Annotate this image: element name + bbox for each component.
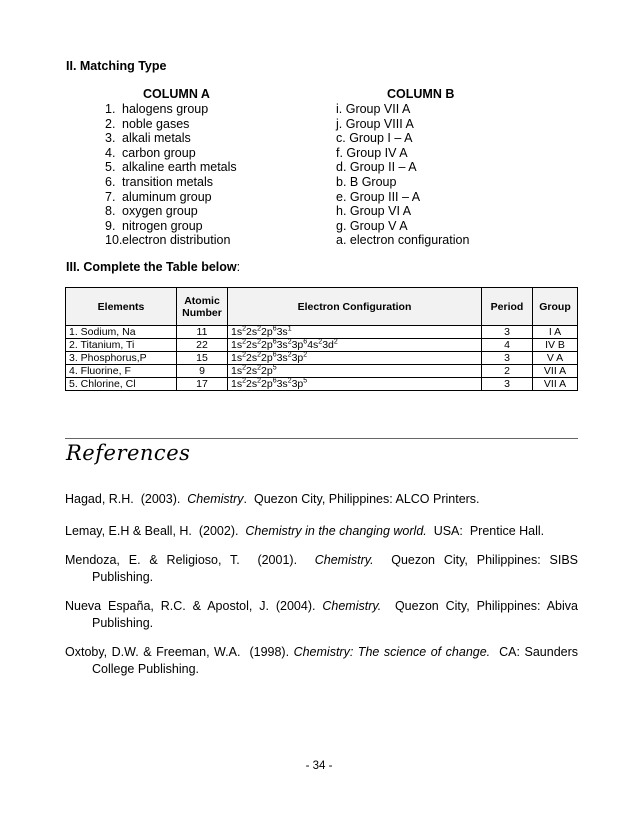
electron-count: 2 xyxy=(287,351,292,359)
electron-count: 5 xyxy=(272,364,277,372)
column-a-text: oxygen group xyxy=(122,204,198,219)
cell-group: IV B xyxy=(533,339,578,352)
reference-authors: Hagad, R.H. (2003). xyxy=(65,492,188,506)
reference-publisher: CA: Saunders xyxy=(490,645,579,659)
electron-count: 2 xyxy=(257,351,261,359)
column-a-text: noble gases xyxy=(122,116,190,131)
column-b-item: d. Group II – A xyxy=(336,160,417,175)
reference-continuation: Publishing. xyxy=(92,616,154,630)
table-row xyxy=(66,352,578,365)
orbital: 1s xyxy=(231,352,243,364)
reference-authors: Nueva España, R.C. & Apostol, J. (2004). xyxy=(65,599,323,613)
electron-count: 2 xyxy=(242,351,246,359)
item-number: 5. xyxy=(105,160,116,175)
orbital: 2p xyxy=(261,326,273,338)
table-row xyxy=(66,339,578,352)
reference-line xyxy=(65,598,578,615)
reference-publisher: . Quezon City, Philippines: ALCO Printers. xyxy=(243,492,480,506)
item-number: 4. xyxy=(105,145,116,160)
item-number: 9. xyxy=(105,218,116,233)
electron-count: 2 xyxy=(257,377,261,385)
item-number: 7. xyxy=(105,189,116,204)
reference-line xyxy=(65,644,578,661)
column-a-title: COLUMN A xyxy=(143,87,210,101)
cell-atomic-number: 15 xyxy=(177,352,228,365)
column-b-item: a. electron configuration xyxy=(336,233,470,248)
header-period: Period xyxy=(482,288,533,326)
orbital: 3p xyxy=(291,352,304,364)
cell-element: 5. Chlorine, Cl xyxy=(66,378,177,391)
column-b-item: e. Group III – A xyxy=(336,189,421,204)
electron-count: 2 xyxy=(242,325,246,333)
cell-electron-configuration xyxy=(228,352,482,365)
column-a-item xyxy=(105,146,237,161)
references-heading: References xyxy=(66,441,191,465)
orbital: 3s xyxy=(276,378,288,390)
orbital: 4s xyxy=(307,339,319,351)
reference-title: Chemistry in the changing world. xyxy=(245,524,427,538)
electron-count: 2 xyxy=(318,338,323,346)
reference-title: Chemistry: The science of change. xyxy=(293,645,491,659)
reference-entry xyxy=(65,491,578,508)
orbital: 2s xyxy=(246,339,258,351)
table-heading-text: III. Complete the Table below xyxy=(66,260,237,274)
electron-count: 2 xyxy=(242,377,246,385)
column-a-item xyxy=(105,160,237,175)
electron-count: 6 xyxy=(272,377,277,385)
reference-entry xyxy=(65,644,578,678)
column-b-item: j. Group VIII A xyxy=(336,116,414,131)
orbital: 3s xyxy=(276,326,288,338)
cell-electron-configuration xyxy=(228,378,482,391)
electron-count: 2 xyxy=(333,338,338,346)
reference-authors: Oxtoby, D.W. & Freeman, W.A. (1998). xyxy=(65,645,294,659)
orbital: 3p xyxy=(291,339,304,351)
cell-atomic-number: 9 xyxy=(177,365,228,378)
electron-count: 2 xyxy=(257,338,261,346)
column-a-text: carbon group xyxy=(122,145,196,160)
column-b-item: h. Group VI A xyxy=(336,204,412,219)
orbital: 2p xyxy=(261,339,273,351)
electron-count: 2 xyxy=(257,364,261,372)
column-b-item: c. Group I – A xyxy=(336,131,413,146)
column-a-item xyxy=(105,190,237,205)
cell-element: 1. Sodium, Na xyxy=(66,326,177,339)
column-b-item: i. Group VII A xyxy=(336,102,411,116)
reference-authors: Mendoza, E. & Religioso, T. (2001). xyxy=(65,553,315,567)
orbital: 3p xyxy=(291,378,304,390)
reference-authors: Lemay, E.H & Beall, H. (2002). xyxy=(65,524,246,538)
reference-line xyxy=(65,552,578,569)
electron-count: 2 xyxy=(242,338,246,346)
column-b-item: b. B Group xyxy=(336,174,397,189)
orbital: 1s xyxy=(231,339,243,351)
cell-electron-configuration xyxy=(228,339,482,352)
electron-count: 5 xyxy=(303,377,308,385)
header-electron-configuration: Electron Configuration xyxy=(228,288,482,326)
electron-configuration-table xyxy=(65,287,578,391)
reference-title: Chemistry. xyxy=(322,599,382,613)
cell-group: VII A xyxy=(533,365,578,378)
column-a-item xyxy=(105,219,237,234)
orbital: 1s xyxy=(231,326,243,338)
orbital: 2s xyxy=(246,352,258,364)
orbital: 2s xyxy=(246,326,258,338)
column-a-item xyxy=(105,117,237,132)
table-row xyxy=(66,378,578,391)
cell-period: 2 xyxy=(482,365,533,378)
orbital: 2p xyxy=(261,365,273,377)
cell-element: 4. Fluorine, F xyxy=(66,365,177,378)
orbital: 2s xyxy=(246,365,258,377)
reference-title: Chemistry xyxy=(187,492,244,506)
column-b-title: COLUMN B xyxy=(387,87,455,101)
reference-title: Chemistry. xyxy=(314,553,374,567)
electron-count: 2 xyxy=(287,377,292,385)
cell-group: I A xyxy=(533,326,578,339)
column-a-list xyxy=(105,102,237,248)
column-a-text: transition metals xyxy=(122,174,214,189)
column-a-text: nitrogen group xyxy=(122,218,203,233)
electron-count: 2 xyxy=(287,338,292,346)
header-group: Group xyxy=(533,288,578,326)
electron-count: 6 xyxy=(272,338,277,346)
cell-period: 3 xyxy=(482,326,533,339)
cell-atomic-number: 11 xyxy=(177,326,228,339)
column-a-text: halogens group xyxy=(122,102,209,116)
cell-period: 3 xyxy=(482,352,533,365)
reference-continuation: College Publishing. xyxy=(92,662,200,676)
header-elements: Elements xyxy=(66,288,177,326)
cell-atomic-number: 22 xyxy=(177,339,228,352)
page-number: - 34 - xyxy=(305,760,333,772)
item-number: 10. xyxy=(105,233,123,248)
cell-group: VII A xyxy=(533,378,578,391)
column-a-text: alkaline earth metals xyxy=(122,160,237,175)
table-heading xyxy=(66,260,240,274)
electron-count: 1 xyxy=(287,325,292,333)
orbital: 1s xyxy=(231,365,243,377)
column-b-item: f. Group IV A xyxy=(336,145,408,160)
item-number: 6. xyxy=(105,174,116,189)
reference-publisher: Quezon City, Philippines: Abiva xyxy=(381,599,578,613)
electron-count: 2 xyxy=(242,364,246,372)
item-number: 1. xyxy=(105,102,116,116)
orbital: 2p xyxy=(261,378,273,390)
matching-heading: II. Matching Type xyxy=(66,59,167,73)
electron-count: 2 xyxy=(257,325,261,333)
column-b-item: g. Group V A xyxy=(336,218,408,233)
reference-line xyxy=(65,523,578,540)
item-number: 8. xyxy=(105,204,116,219)
header-atomic-number: Atomic Number xyxy=(177,288,228,326)
orbital: 3s xyxy=(276,339,288,351)
reference-entry xyxy=(65,598,578,632)
electron-count: 6 xyxy=(272,325,277,333)
column-b-list xyxy=(336,102,469,248)
column-a-text: aluminum group xyxy=(122,189,212,204)
cell-period: 4 xyxy=(482,339,533,352)
orbital: 3s xyxy=(276,352,288,364)
reference-publisher: Quezon City, Philippines: SIBS xyxy=(373,553,578,567)
item-number: 3. xyxy=(105,131,116,146)
cell-element: 3. Phosphorus,P xyxy=(66,352,177,365)
orbital: 1s xyxy=(231,378,243,390)
table-row xyxy=(66,326,578,339)
column-a-item xyxy=(105,131,237,146)
section-divider xyxy=(65,438,578,439)
column-a-item xyxy=(105,233,237,248)
electron-count: 2 xyxy=(303,351,308,359)
electron-count: 6 xyxy=(272,351,277,359)
reference-continuation: Publishing. xyxy=(92,570,154,584)
electron-count: 6 xyxy=(303,338,308,346)
cell-electron-configuration xyxy=(228,365,482,378)
reference-publisher: USA: Prentice Hall. xyxy=(426,524,545,538)
cell-element: 2. Titanium, Ti xyxy=(66,339,177,352)
cell-atomic-number: 17 xyxy=(177,378,228,391)
column-a-item xyxy=(105,175,237,190)
cell-period: 3 xyxy=(482,378,533,391)
table-header-row xyxy=(66,288,578,326)
column-a-item xyxy=(105,204,237,219)
cell-group: V A xyxy=(533,352,578,365)
reference-entry xyxy=(65,552,578,586)
column-a-text: alkali metals xyxy=(122,131,191,146)
column-a-text: electron distribution xyxy=(122,233,231,248)
column-a-item xyxy=(105,102,237,117)
cell-electron-configuration xyxy=(228,326,482,339)
reference-line xyxy=(65,491,578,508)
orbital: 2p xyxy=(261,352,273,364)
orbital: 3d xyxy=(322,339,334,351)
table-row xyxy=(66,365,578,378)
orbital: 2s xyxy=(246,378,258,390)
item-number: 2. xyxy=(105,116,116,131)
reference-entry xyxy=(65,523,578,540)
table-heading-colon: : xyxy=(236,260,241,274)
